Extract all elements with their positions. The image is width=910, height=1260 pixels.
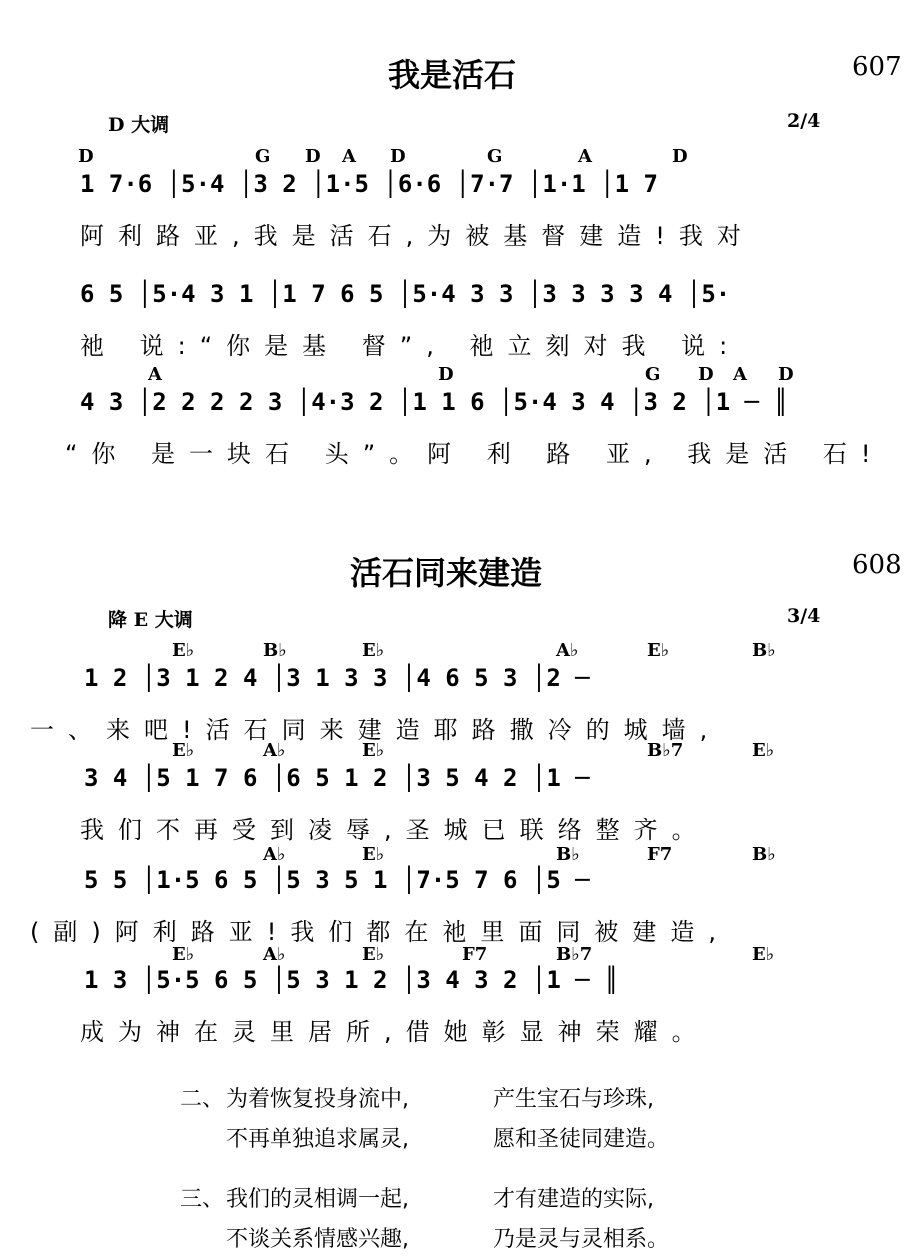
chord-row bbox=[0, 844, 900, 866]
notation-row: 5 5 │1·5 6 5 │5 3 5 1 │7·5 7 6 │5 ─ bbox=[84, 866, 590, 894]
notation-row: 1 2 │3 1 2 4 │3 1 3 3 │4 6 5 3 │2 ─ bbox=[84, 664, 590, 692]
chord-symbol: E♭ bbox=[362, 844, 385, 865]
chord-symbol: E♭ bbox=[752, 740, 775, 761]
chord-row bbox=[0, 364, 900, 386]
notation-row: 1 3 │5·5 6 5 │5 3 1 2 │3 4 3 2 │1 ─ ║ bbox=[84, 966, 619, 994]
chord-symbol: B♭7 bbox=[556, 944, 593, 965]
chord-symbol: F7 bbox=[647, 844, 673, 865]
notation-row: 3 4 │5 1 7 6 │6 5 1 2 │3 5 4 2 │1 ─ bbox=[84, 764, 590, 792]
notation-row: 6 5 │5·4 3 1 │1 7 6 5 │5·4 3 3 │3 3 3 3 4 │5· bbox=[80, 280, 731, 308]
lyrics-row: 一、来吧!活石同来建造耶路撒冷的城墙, bbox=[30, 716, 722, 744]
chord-symbol: A♭ bbox=[556, 640, 579, 661]
chord-row bbox=[0, 640, 900, 662]
song-number: 607 bbox=[852, 52, 902, 82]
lyrics-row: 成为神在灵里居所,借她彰显神荣耀。 bbox=[80, 1018, 710, 1046]
chord-symbol: G bbox=[255, 146, 271, 167]
chord-symbol: E♭ bbox=[647, 640, 670, 661]
verse-label: 三、 bbox=[180, 1187, 225, 1212]
verse-line: 乃是灵与灵相系。 bbox=[493, 1227, 670, 1252]
chord-symbol: D bbox=[78, 146, 94, 167]
chord-symbol: G bbox=[645, 364, 661, 385]
chord-symbol: A♭ bbox=[263, 740, 286, 761]
chord-symbol: A bbox=[148, 364, 162, 385]
chord-symbol: B♭ bbox=[263, 640, 287, 661]
notation-row: 4 3 │2 2 2 2 3 │4·3 2 │1 1 6 │5·4 3 4 │3 2 │1 ─ ║ bbox=[80, 388, 789, 416]
verse-line: 为着恢复投身流中, bbox=[226, 1087, 409, 1112]
chord-symbol: B♭ bbox=[556, 844, 580, 865]
notation-row: 1 7·6 │5·4 │3 2 │1·5 │6·6 │7·7 │1·1 │1 7 bbox=[80, 170, 658, 198]
chord-symbol: D bbox=[305, 146, 321, 167]
chord-symbol: A♭ bbox=[263, 944, 286, 965]
verse-line: 产生宝石与珍珠, bbox=[493, 1087, 654, 1112]
chord-symbol: E♭ bbox=[172, 640, 195, 661]
verse-line: 不再单独追求属灵, bbox=[226, 1127, 409, 1152]
chord-symbol: E♭ bbox=[362, 740, 385, 761]
time-signature: 2/4 bbox=[787, 110, 821, 132]
chord-symbol: A bbox=[578, 146, 592, 167]
time-signature: 3/4 bbox=[787, 605, 821, 627]
song-number: 608 bbox=[852, 550, 902, 580]
key-signature: D 大调 bbox=[108, 114, 170, 136]
chord-symbol: B♭ bbox=[752, 844, 776, 865]
chord-symbol: G bbox=[487, 146, 503, 167]
lyrics-row: (副)阿利路亚!我们都在祂里面同被建造, bbox=[30, 918, 730, 946]
chord-symbol: E♭ bbox=[172, 740, 195, 761]
chord-symbol: D bbox=[672, 146, 688, 167]
verse-line: 才有建造的实际, bbox=[493, 1187, 654, 1212]
lyrics-row: “你 是一块石 头”。阿 利 路 亚, 我是活 石! bbox=[65, 440, 885, 468]
chord-symbol: E♭ bbox=[752, 944, 775, 965]
chord-symbol: F7 bbox=[462, 944, 488, 965]
verse-line: 不谈关系情感兴趣, bbox=[226, 1227, 409, 1252]
chord-symbol: D bbox=[390, 146, 406, 167]
song-title: 我是活石 bbox=[388, 56, 517, 94]
lyrics-row: 阿利路亚,我是活石,为被基督建造!我对 bbox=[80, 222, 755, 250]
chord-row bbox=[0, 740, 900, 762]
chord-symbol: A bbox=[342, 146, 356, 167]
key-signature: 降 E 大调 bbox=[108, 609, 193, 631]
verse-label: 二、 bbox=[180, 1087, 225, 1112]
chord-symbol: E♭ bbox=[362, 640, 385, 661]
verse-line: 我们的灵相调一起, bbox=[226, 1187, 409, 1212]
chord-symbol: B♭ bbox=[752, 640, 776, 661]
chord-symbol: B♭7 bbox=[647, 740, 684, 761]
chord-row bbox=[0, 146, 900, 168]
chord-symbol: A bbox=[733, 364, 747, 385]
chord-symbol: D bbox=[698, 364, 714, 385]
chord-symbol: E♭ bbox=[172, 944, 195, 965]
lyrics-row: 祂 说:“你是基 督”, 祂立刻对我 说: bbox=[80, 332, 742, 360]
lyrics-row: 我们不再受到凌辱,圣城已联络整齐。 bbox=[80, 816, 710, 844]
chord-symbol: D bbox=[778, 364, 794, 385]
chord-row bbox=[0, 944, 900, 966]
chord-symbol: E♭ bbox=[362, 944, 385, 965]
chord-symbol: A♭ bbox=[263, 844, 286, 865]
chord-symbol: D bbox=[438, 364, 454, 385]
song-title: 活石同来建造 bbox=[350, 554, 543, 592]
verse-line: 愿和圣徒同建造。 bbox=[493, 1127, 670, 1152]
